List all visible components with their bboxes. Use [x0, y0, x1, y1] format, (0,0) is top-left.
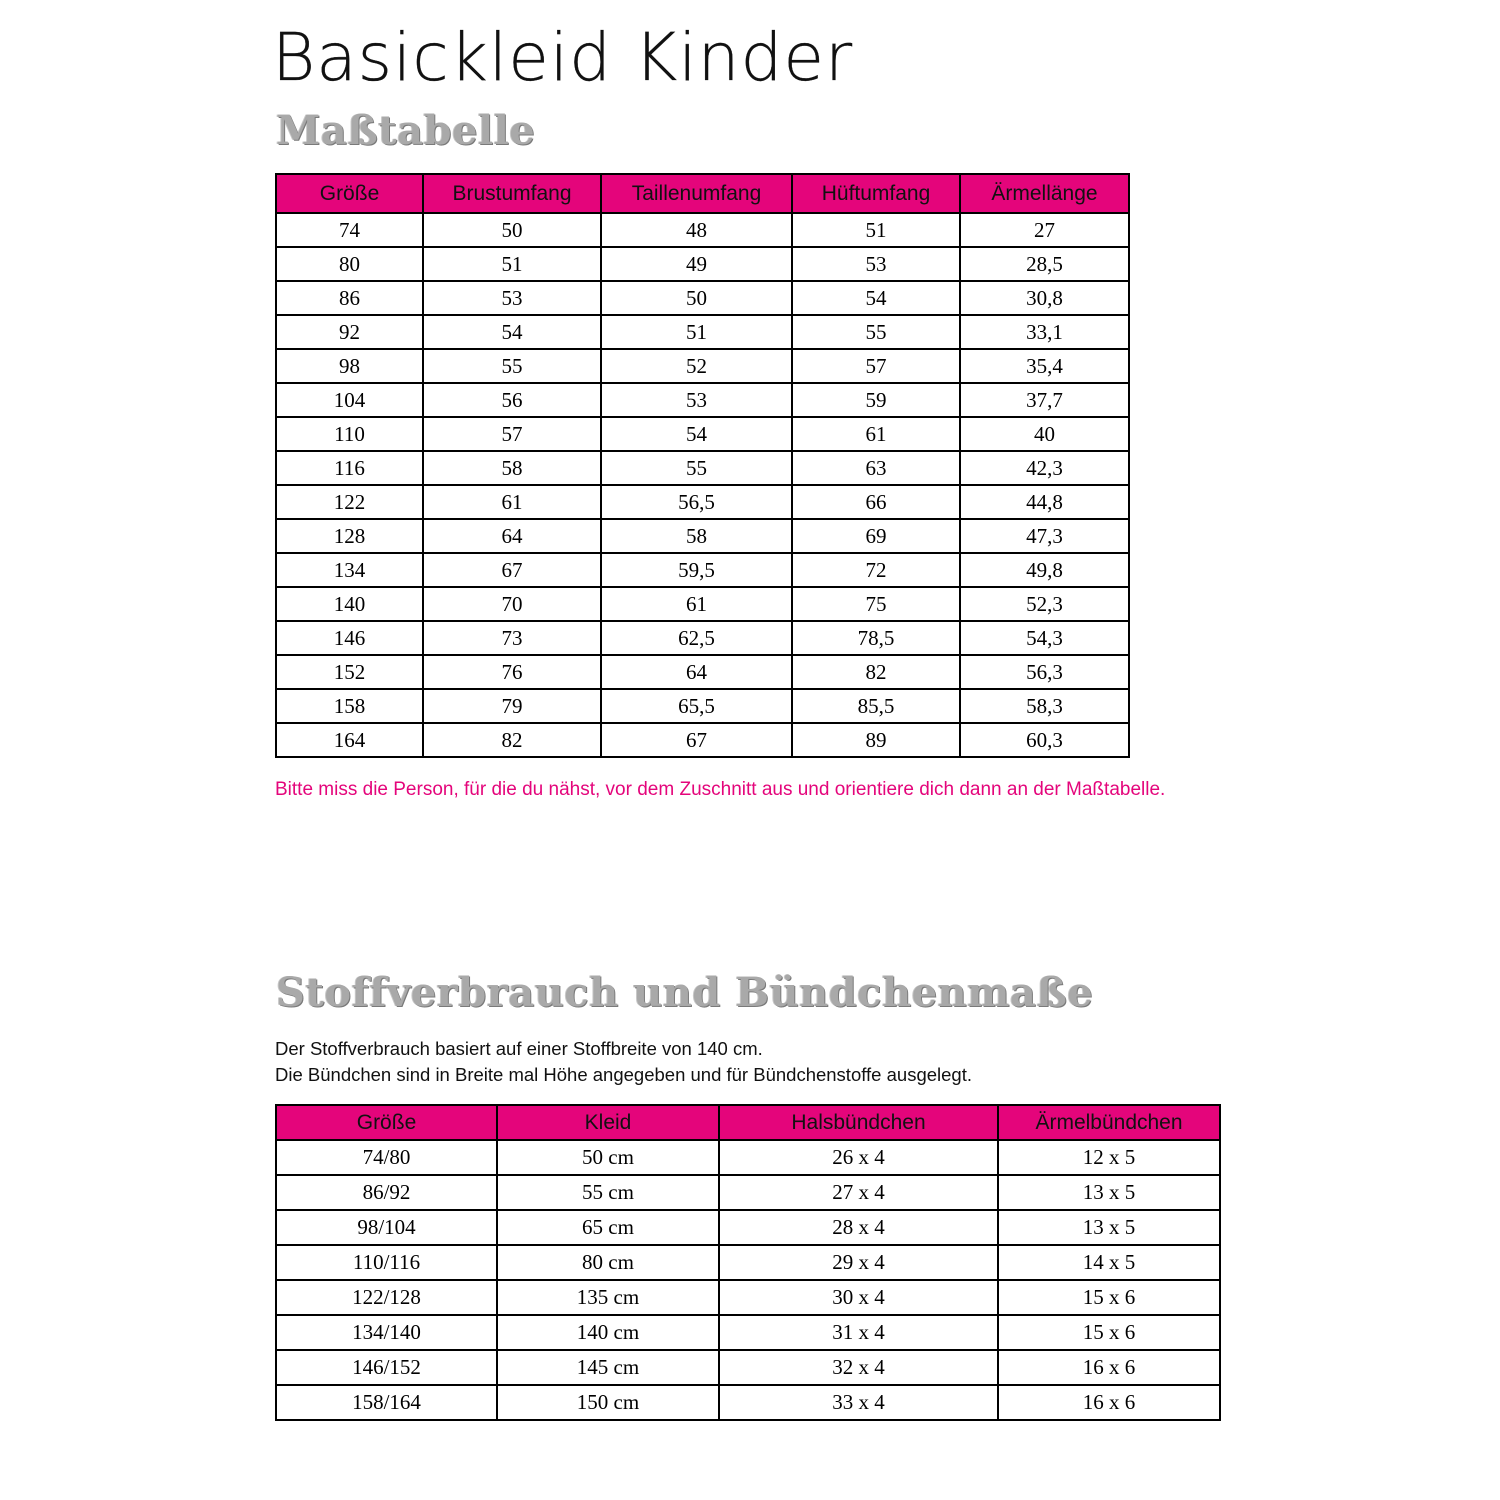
- fabric-table: [275, 1104, 1221, 1421]
- size-table-cell: 47,3: [960, 519, 1129, 553]
- fabric-table-cell: 74/80: [276, 1140, 497, 1175]
- size-table-cell: 55: [423, 349, 601, 383]
- fabric-table-cell: 15 x 6: [998, 1280, 1220, 1315]
- size-table-cell: 89: [792, 723, 960, 757]
- fabric-table-cell: 13 x 5: [998, 1210, 1220, 1245]
- fabric-table-header-cell: Halsbündchen: [719, 1105, 998, 1140]
- size-table-cell: 49,8: [960, 553, 1129, 587]
- size-table-header-row: [276, 174, 1129, 213]
- fabric-table-cell: 55 cm: [497, 1175, 719, 1210]
- fabric-info-width: Der Stoffverbrauch basiert auf einer Stoffbreite von 140 cm.: [275, 1038, 763, 1059]
- fabric-table-header-row: [276, 1105, 1220, 1140]
- size-table-cell: 53: [423, 281, 601, 315]
- size-table-cell: 55: [792, 315, 960, 349]
- fabric-table-body: [276, 1140, 1220, 1420]
- size-table-cell: 58,3: [960, 689, 1129, 723]
- fabric-table-header-cell: Ärmelbündchen: [998, 1105, 1220, 1140]
- size-table-header-cell: Ärmellänge: [960, 174, 1129, 213]
- size-table-cell: 152: [276, 655, 423, 689]
- size-table-cell: 37,7: [960, 383, 1129, 417]
- size-table-cell: 53: [601, 383, 792, 417]
- fabric-table-row: [276, 1210, 1220, 1245]
- fabric-table-row: [276, 1175, 1220, 1210]
- size-table-row: [276, 519, 1129, 553]
- size-table-cell: 56,3: [960, 655, 1129, 689]
- size-table-cell: 79: [423, 689, 601, 723]
- fabric-table-cell: 135 cm: [497, 1280, 719, 1315]
- size-table-cell: 27: [960, 213, 1129, 247]
- size-table-cell: 92: [276, 315, 423, 349]
- fabric-table-header-cell: Größe: [276, 1105, 497, 1140]
- size-table-cell: 51: [792, 213, 960, 247]
- fabric-table-cell: 12 x 5: [998, 1140, 1220, 1175]
- size-table-cell: 64: [601, 655, 792, 689]
- size-table-cell: 63: [792, 451, 960, 485]
- size-table-header-cell: Hüftumfang: [792, 174, 960, 213]
- size-table-cell: 61: [792, 417, 960, 451]
- fabric-table-cell: 122/128: [276, 1280, 497, 1315]
- size-table-cell: 48: [601, 213, 792, 247]
- fabric-table-cell: 50 cm: [497, 1140, 719, 1175]
- size-table-cell: 56: [423, 383, 601, 417]
- size-table-row: [276, 281, 1129, 315]
- measurement-note: Bitte miss die Person, für die du nähst, vor dem Zuschnitt aus und orientiere dich dann an der Maßtabelle.: [275, 779, 1166, 800]
- size-table-cell: 82: [792, 655, 960, 689]
- size-table-cell: 44,8: [960, 485, 1129, 519]
- size-table-header-cell: Brustumfang: [423, 174, 601, 213]
- size-table-cell: 54: [792, 281, 960, 315]
- fabric-table-cell: 32 x 4: [719, 1350, 998, 1385]
- fabric-table-cell: 13 x 5: [998, 1175, 1220, 1210]
- size-table-cell: 76: [423, 655, 601, 689]
- size-table-row: [276, 315, 1129, 349]
- size-table-cell: 65,5: [601, 689, 792, 723]
- size-table-cell: 134: [276, 553, 423, 587]
- fabric-table-cell: 31 x 4: [719, 1315, 998, 1350]
- size-table-cell: 70: [423, 587, 601, 621]
- size-table: [275, 173, 1130, 758]
- size-table-cell: 52: [601, 349, 792, 383]
- size-table-cell: 49: [601, 247, 792, 281]
- size-table-cell: 59,5: [601, 553, 792, 587]
- size-table-cell: 164: [276, 723, 423, 757]
- size-table-row: [276, 417, 1129, 451]
- fabric-table-cell: 29 x 4: [719, 1245, 998, 1280]
- size-table-cell: 62,5: [601, 621, 792, 655]
- fabric-table-cell: 27 x 4: [719, 1175, 998, 1210]
- size-table-cell: 52,3: [960, 587, 1129, 621]
- size-table-cell: 55: [601, 451, 792, 485]
- fabric-table-cell: 86/92: [276, 1175, 497, 1210]
- size-table-cell: 57: [792, 349, 960, 383]
- fabric-table-cell: 146/152: [276, 1350, 497, 1385]
- fabric-table-cell: 26 x 4: [719, 1140, 998, 1175]
- size-table-cell: 140: [276, 587, 423, 621]
- fabric-table-cell: 145 cm: [497, 1350, 719, 1385]
- fabric-table-cell: 134/140: [276, 1315, 497, 1350]
- fabric-table-cell: 30 x 4: [719, 1280, 998, 1315]
- size-table-cell: 75: [792, 587, 960, 621]
- fabric-table-cell: 150 cm: [497, 1385, 719, 1420]
- size-table-cell: 73: [423, 621, 601, 655]
- fabric-table-row: [276, 1350, 1220, 1385]
- size-table-cell: 116: [276, 451, 423, 485]
- fabric-table-cell: 33 x 4: [719, 1385, 998, 1420]
- size-table-row: [276, 689, 1129, 723]
- fabric-table-cell: 140 cm: [497, 1315, 719, 1350]
- size-table-cell: 104: [276, 383, 423, 417]
- size-table-cell: 61: [601, 587, 792, 621]
- size-table-header-cell: Größe: [276, 174, 423, 213]
- size-table-cell: 85,5: [792, 689, 960, 723]
- fabric-table-cell: 65 cm: [497, 1210, 719, 1245]
- fabric-table-cell: 98/104: [276, 1210, 497, 1245]
- fabric-table-cell: 16 x 6: [998, 1385, 1220, 1420]
- size-table-cell: 67: [601, 723, 792, 757]
- size-table-cell: 67: [423, 553, 601, 587]
- size-table-cell: 128: [276, 519, 423, 553]
- size-table-row: [276, 485, 1129, 519]
- size-table-cell: 78,5: [792, 621, 960, 655]
- fabric-table-row: [276, 1245, 1220, 1280]
- size-table-cell: 50: [601, 281, 792, 315]
- size-table-row: [276, 553, 1129, 587]
- size-table-cell: 64: [423, 519, 601, 553]
- size-table-cell: 59: [792, 383, 960, 417]
- fabric-table-cell: 158/164: [276, 1385, 497, 1420]
- fabric-table-cell: 15 x 6: [998, 1315, 1220, 1350]
- size-table-cell: 54: [601, 417, 792, 451]
- size-table-cell: 82: [423, 723, 601, 757]
- size-table-cell: 74: [276, 213, 423, 247]
- fabric-table-row: [276, 1315, 1220, 1350]
- size-table-cell: 86: [276, 281, 423, 315]
- size-table-cell: 110: [276, 417, 423, 451]
- size-table-cell: 50: [423, 213, 601, 247]
- size-table-body: [276, 213, 1129, 757]
- size-table-cell: 66: [792, 485, 960, 519]
- size-table-cell: 42,3: [960, 451, 1129, 485]
- size-table-row: [276, 655, 1129, 689]
- size-table-cell: 158: [276, 689, 423, 723]
- fabric-heading: Stoffverbrauch und Bündchenmaße: [276, 969, 1094, 1016]
- fabric-info-cuffs: Die Bündchen sind in Breite mal Höhe angegeben und für Bündchenstoffe ausgelegt.: [275, 1064, 972, 1085]
- size-table-row: [276, 213, 1129, 247]
- fabric-table-cell: 80 cm: [497, 1245, 719, 1280]
- fabric-table-cell: 28 x 4: [719, 1210, 998, 1245]
- size-table-row: [276, 451, 1129, 485]
- size-table-cell: 122: [276, 485, 423, 519]
- size-table-row: [276, 383, 1129, 417]
- fabric-table-row: [276, 1385, 1220, 1420]
- size-table-cell: 28,5: [960, 247, 1129, 281]
- size-table-row: [276, 247, 1129, 281]
- size-table-row: [276, 587, 1129, 621]
- fabric-table-cell: 14 x 5: [998, 1245, 1220, 1280]
- size-table-cell: 60,3: [960, 723, 1129, 757]
- size-table-cell: 56,5: [601, 485, 792, 519]
- size-table-cell: 57: [423, 417, 601, 451]
- page-title: Basickleid Kinder: [272, 19, 854, 96]
- fabric-table-row: [276, 1280, 1220, 1315]
- fabric-table-cell: 110/116: [276, 1245, 497, 1280]
- size-table-cell: 58: [423, 451, 601, 485]
- size-table-cell: 35,4: [960, 349, 1129, 383]
- size-table-header-cell: Taillenumfang: [601, 174, 792, 213]
- size-table-cell: 58: [601, 519, 792, 553]
- size-table-cell: 51: [423, 247, 601, 281]
- fabric-table-row: [276, 1140, 1220, 1175]
- size-table-cell: 146: [276, 621, 423, 655]
- size-table-cell: 54,3: [960, 621, 1129, 655]
- size-table-row: [276, 349, 1129, 383]
- size-table-cell: 51: [601, 315, 792, 349]
- size-table-cell: 61: [423, 485, 601, 519]
- size-table-cell: 30,8: [960, 281, 1129, 315]
- size-table-cell: 80: [276, 247, 423, 281]
- size-table-cell: 54: [423, 315, 601, 349]
- size-table-cell: 53: [792, 247, 960, 281]
- size-table-cell: 72: [792, 553, 960, 587]
- size-table-row: [276, 621, 1129, 655]
- size-table-cell: 98: [276, 349, 423, 383]
- size-table-cell: 69: [792, 519, 960, 553]
- fabric-table-header-cell: Kleid: [497, 1105, 719, 1140]
- size-table-cell: 40: [960, 417, 1129, 451]
- fabric-table-cell: 16 x 6: [998, 1350, 1220, 1385]
- size-table-cell: 33,1: [960, 315, 1129, 349]
- size-table-row: [276, 723, 1129, 757]
- measurements-heading: Maßtabelle: [276, 107, 536, 154]
